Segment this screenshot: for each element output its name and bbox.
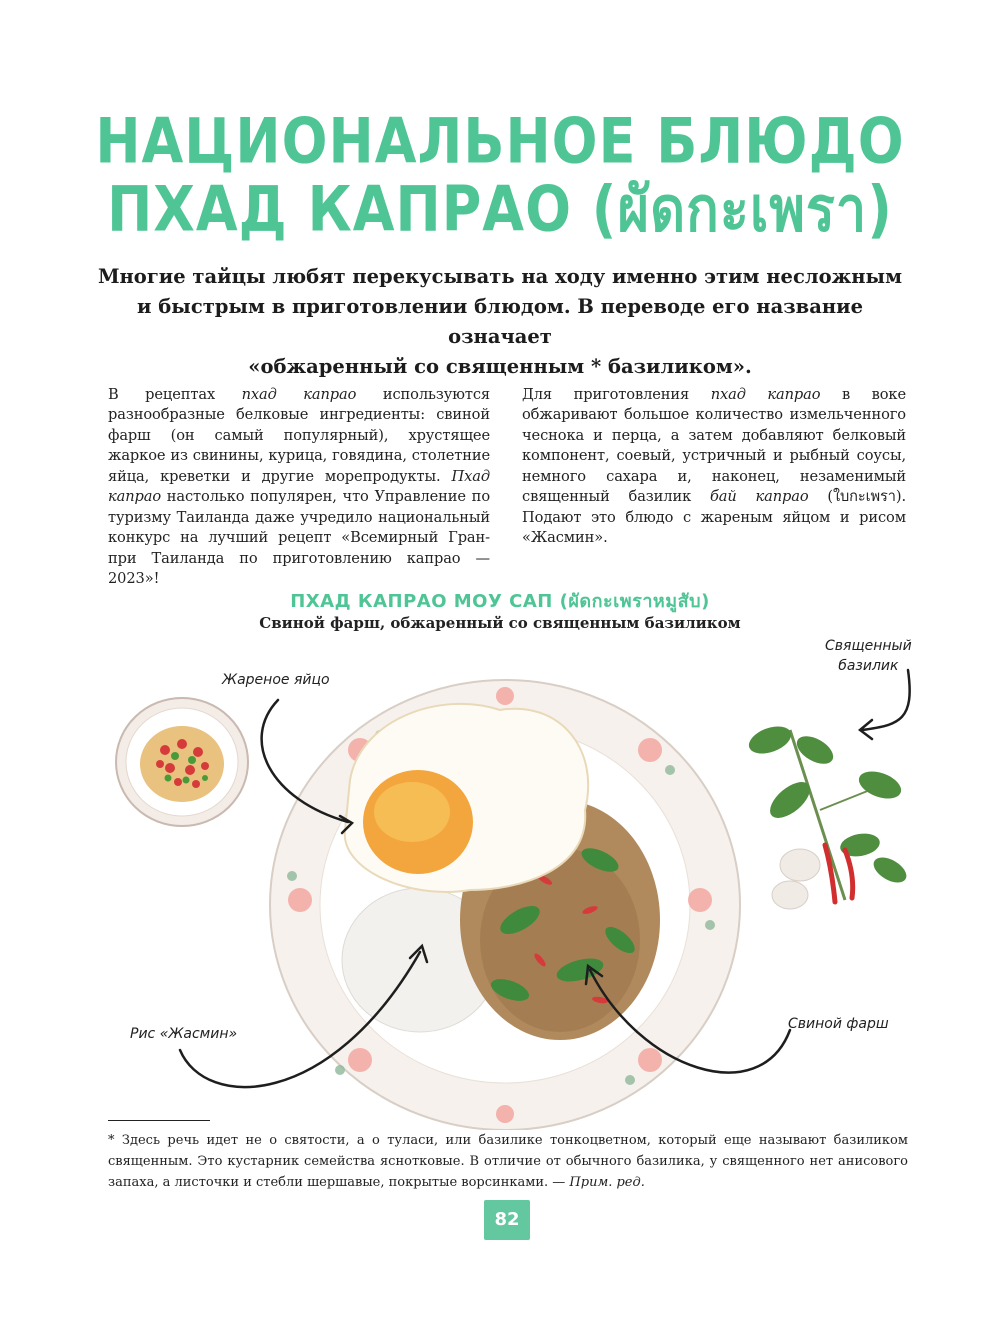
right-text-2: в воке обжаривают большое количество измельченного чеснока и перца, а затем добавляют белковый компонент, соевый, устричный и рыбный соусы, немного сахара и, наконец, незаменимый священный базилик (522, 385, 906, 505)
right-italic-1: пхад капрао (710, 385, 821, 403)
left-text-3: настолько популярен, что Управление по туризму Таиланда даже учредило национальный конкурс на лучший рецепт «Всемирный Гран-при Таиланда по приготовлению капрао — 2023»! (108, 488, 490, 587)
right-text-1: Для приготовления (522, 385, 711, 403)
basil-sprig-illustration (745, 721, 910, 909)
lead-line-3: «обжаренный со священным * базиликом». (248, 355, 752, 378)
right-column-text (522, 364, 906, 549)
recipe-subtitle: Свиной фарш, обжаренный со священным базиликом (259, 614, 741, 632)
right-text-3: (ใบกะเพรา). Подают это блюдо с жареным яйцом и рисом «Жасмин». (522, 488, 907, 546)
left-column-text (108, 364, 490, 590)
recipe-title: ПХАД КАПРАО МОУ САП (ผัดกะเพราหมูสับ) (290, 591, 710, 612)
label-fried-egg: Жареное яйцо (222, 672, 330, 688)
footnote-divider (108, 1120, 210, 1121)
plate-illustration (270, 680, 740, 1130)
footnote-note: Прим. ред. (569, 1175, 645, 1190)
label-jasmine-rice: Рис «Жасмин» (130, 1026, 238, 1042)
garlic-illustration (772, 849, 820, 909)
right-italic-2: бай капрао (709, 488, 809, 505)
lead-line-2: и быстрым в приготовлении блюдом. В переводе его название означает (137, 295, 863, 348)
left-text-2: используются разнообразные белковые ингредиенты: свиной фарш (он самый популярный), хрустящее жаркое из свинины, курица, говядина, столетние яйца, креветки и другие морепродукты. (108, 385, 490, 485)
page-title-line-1: НАЦИОНАЛЬНОЕ БЛЮДО (95, 105, 905, 178)
label-holy-basil-line-1: Священный (825, 638, 912, 654)
footnote (108, 1130, 908, 1193)
lead-line-1: Многие тайцы любят перекусывать на ходу именно этим несложным (97, 265, 903, 288)
left-italic-2: Пхад капрао (108, 467, 490, 505)
sauce-bowl-illustration (116, 698, 248, 826)
dish-illustration (0, 640, 1000, 1130)
label-holy-basil-line-2: базилик (838, 658, 899, 674)
page-number-badge: 82 (484, 1200, 530, 1240)
page-title-line-2: ПХАД КАПРАО (ผัดกะเพรา) (107, 173, 893, 246)
footnote-text: * Здесь речь идет не о святости, а о тулаcи, или базилике тонкоцветном, который еще называют базиликом священным. Это кустарник семейства яснотковые. В отличие от обычного базилика, у священного нет анисового запаха, а листочки и стебли шершавые, покрытые ворсинками. — (108, 1133, 908, 1190)
label-holy-basil (825, 636, 912, 676)
chili-illustration (825, 845, 853, 902)
left-text-1: В рецептах (108, 385, 242, 403)
left-italic-1: пхад капрао (241, 385, 357, 403)
label-minced-pork: Свиной фарш (788, 1016, 889, 1032)
